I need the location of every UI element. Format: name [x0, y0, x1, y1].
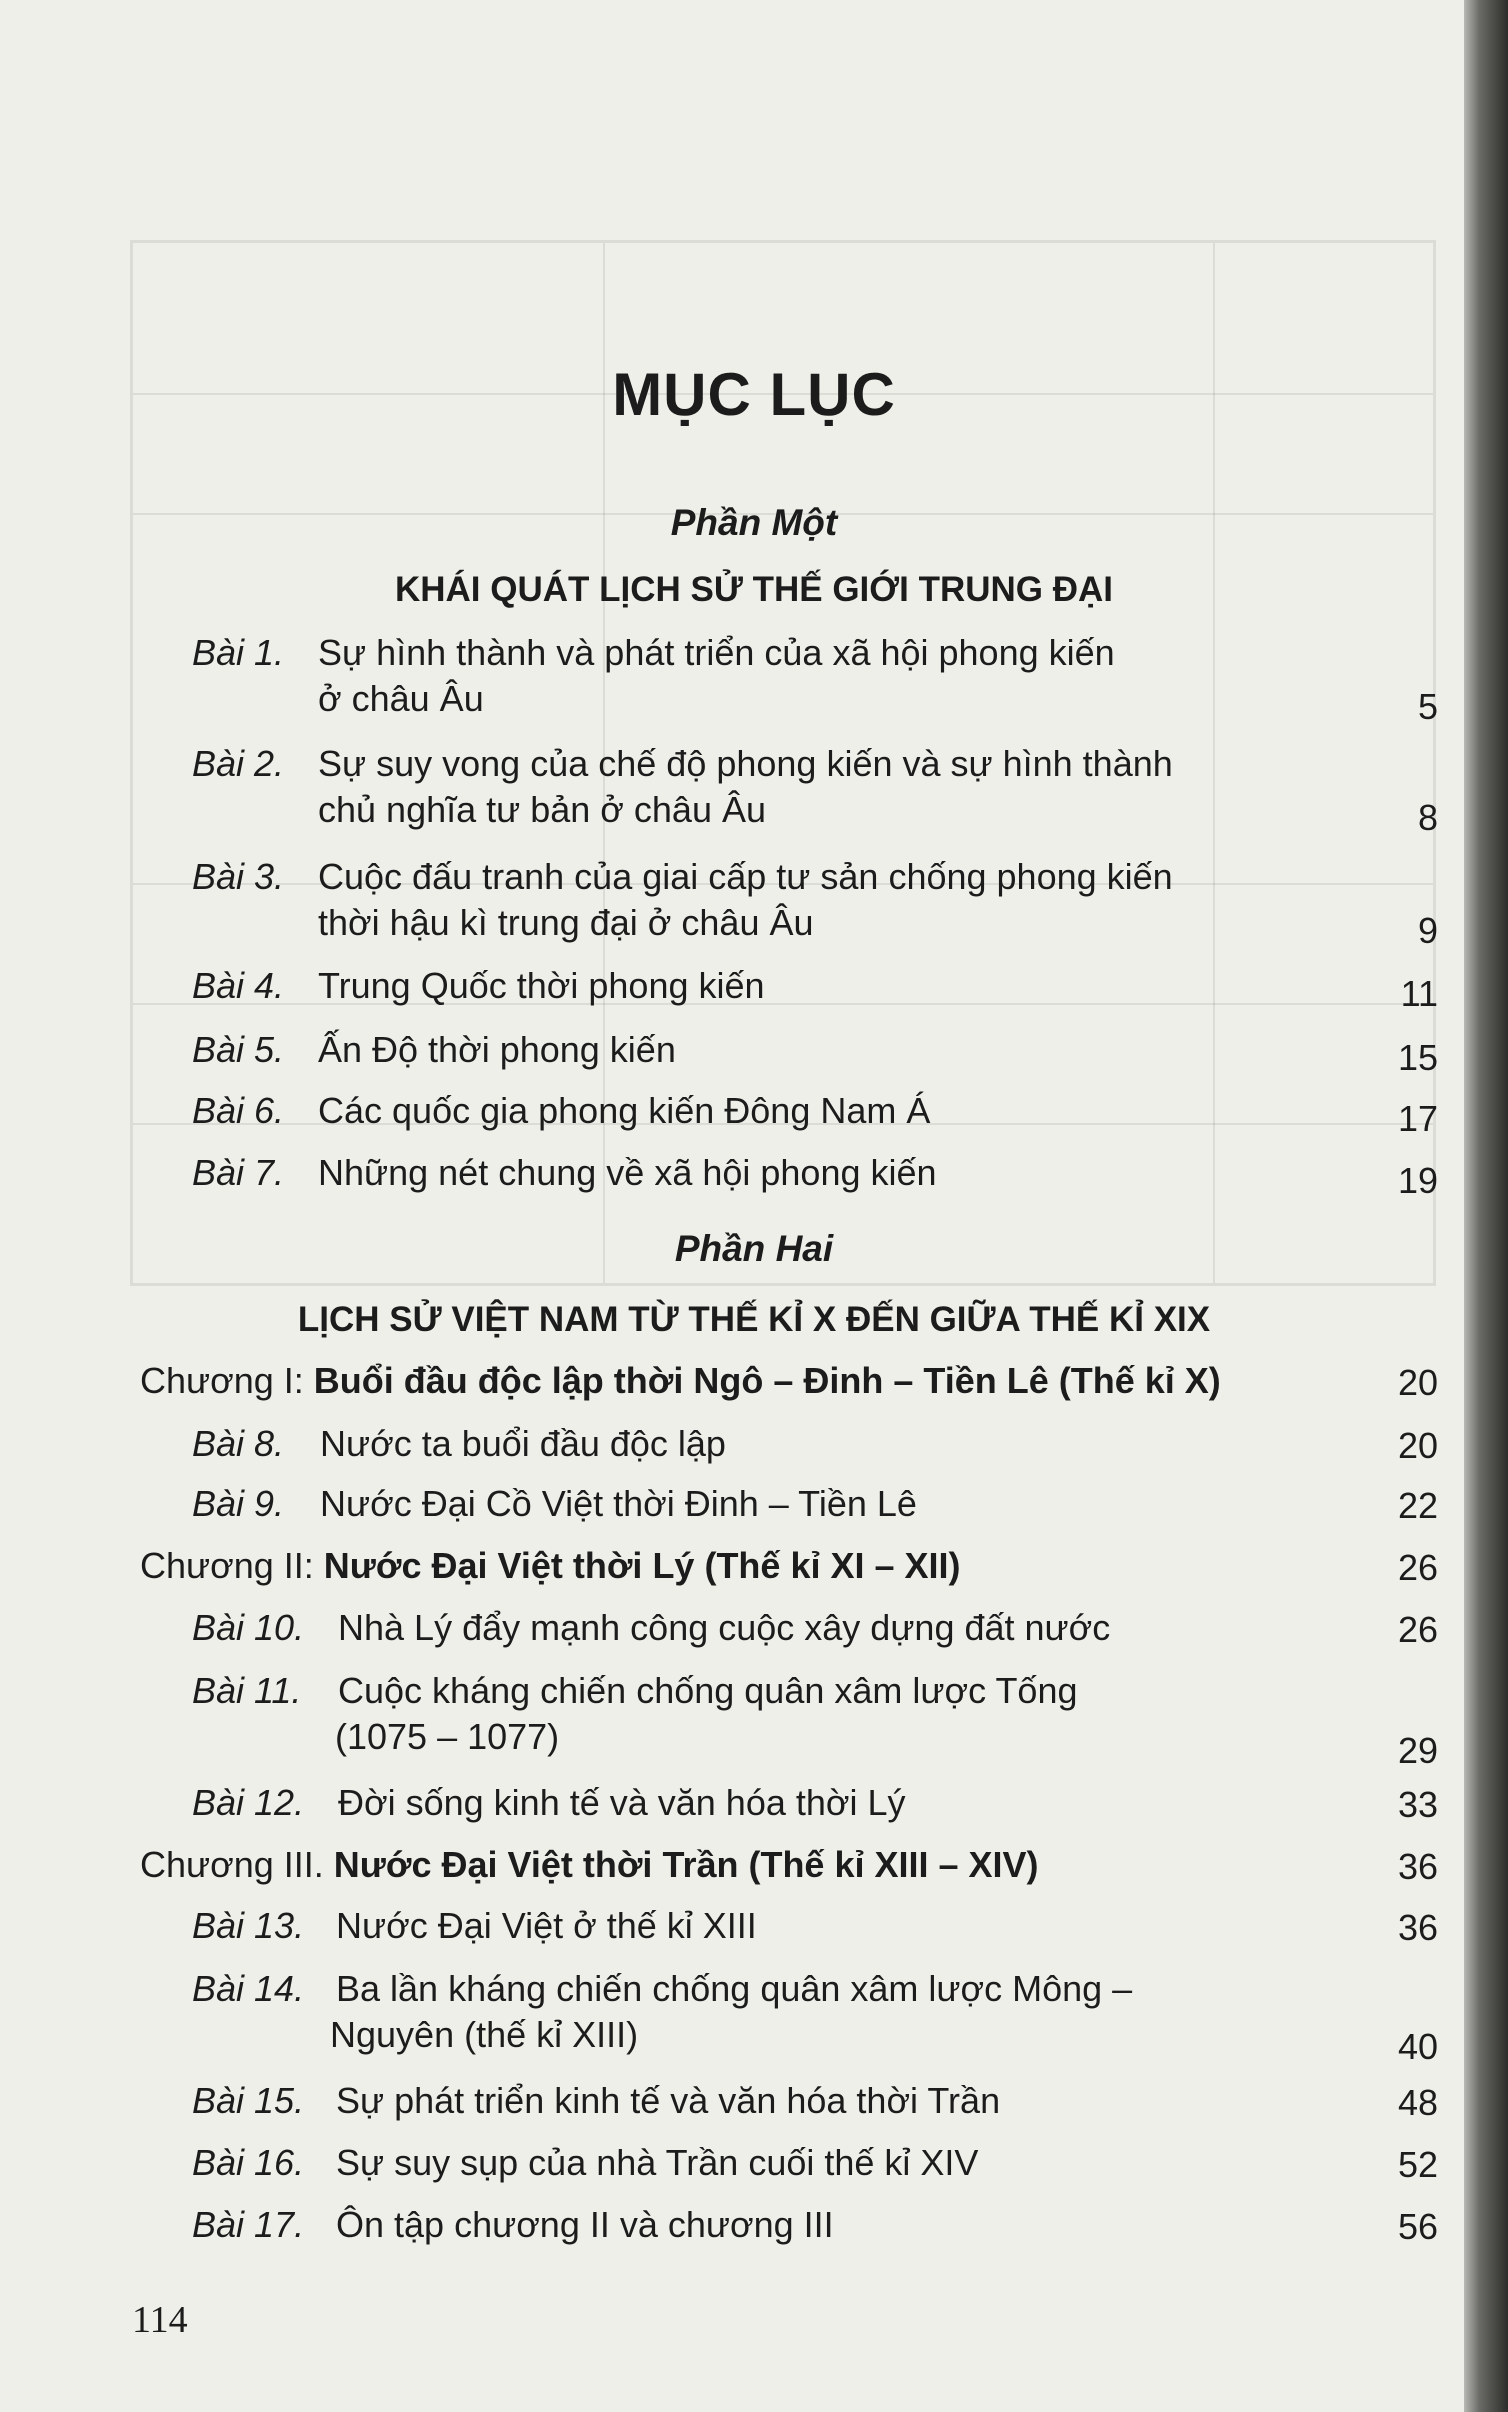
chapter-page: 26 [1397, 1547, 1438, 1588]
toc-entry[interactable] [0, 1668, 1508, 1771]
lesson-label: Bài 3. [192, 856, 285, 897]
lesson-label: Bài 7. [192, 1152, 285, 1193]
chapter-prefix: Chương II: [140, 1545, 324, 1586]
lesson-label: Bài 8. [192, 1423, 285, 1464]
lesson-title-line1: Nước Đại Cồ Việt thời Đinh – Tiền Lê [320, 1483, 917, 1524]
lesson-title-line1: Trung Quốc thời phong kiến [318, 965, 765, 1006]
lesson-page: 20 [1397, 1425, 1438, 1466]
lesson-label: Bài 12. [192, 1782, 305, 1823]
lesson-title-line1: Những nét chung về xã hội phong kiến [318, 1152, 937, 1193]
chapter-prefix: Chương I: [140, 1360, 314, 1401]
lesson-label: Bài 14. [192, 1968, 305, 2009]
lesson-title-line1: Nước ta buổi đầu độc lập [320, 1423, 726, 1464]
lesson-label: Bài 17. [192, 2204, 305, 2245]
chapter-heading[interactable] [140, 1358, 1221, 1404]
lesson-label: Bài 6. [192, 1090, 285, 1131]
lesson-page: 17 [1397, 1098, 1438, 1139]
lesson-label: Bài 13. [192, 1905, 305, 1946]
lesson-title-line1: Ấn Độ thời phong kiến [318, 1029, 676, 1070]
lesson-page: 9 [1417, 910, 1438, 951]
lesson-title-line1: Ôn tập chương II và chương III [336, 2204, 834, 2245]
chapter-page: 36 [1397, 1846, 1438, 1887]
toc-entry[interactable] [0, 1605, 1508, 1651]
toc-entry[interactable] [0, 2140, 1508, 2186]
lesson-label: Bài 15. [192, 2080, 305, 2121]
lesson-title-line2: thời hậu kì trung đại ở châu Âu [318, 902, 814, 943]
lesson-page: 5 [1417, 686, 1438, 727]
chapter-heading[interactable] [140, 1543, 961, 1589]
lesson-title-line1: Nước Đại Việt ở thế kỉ XIII [336, 1905, 757, 1946]
lesson-label: Bài 4. [192, 965, 285, 1006]
lesson-page: 52 [1397, 2144, 1438, 2185]
lesson-page: 22 [1397, 1485, 1438, 1526]
chapter-title: Buổi đầu độc lập thời Ngô – Đinh – Tiền Lê (Thế kỉ X) [313, 1360, 1221, 1401]
lesson-title-line1: Sự phát triển kinh tế và văn hóa thời Trần [336, 2080, 1001, 2121]
lesson-title-line1: Sự suy vong của chế độ phong kiến và sự hình thành [318, 743, 1173, 784]
lesson-title-line1: Nhà Lý đẩy mạnh công cuộc xây dựng đất nước [338, 1607, 1111, 1648]
toc-entry[interactable] [0, 1150, 1508, 1201]
lesson-label: Bài 16. [192, 2142, 305, 2183]
lesson-page: 33 [1397, 1784, 1438, 1825]
page-title: MỤC LỤC [612, 361, 896, 428]
toc-entry[interactable] [0, 2078, 1508, 2124]
chapter-title: Nước Đại Việt thời Lý (Thế kỉ XI – XII) [323, 1545, 961, 1586]
lesson-label: Bài 5. [192, 1029, 285, 1070]
lesson-label: Bài 9. [192, 1483, 285, 1524]
lesson-page: 11 [1400, 973, 1438, 1014]
chapter-prefix: Chương III. [140, 1844, 334, 1885]
part1-title: KHÁI QUÁT LỊCH SỬ THẾ GIỚI TRUNG ĐẠI [394, 570, 1114, 609]
toc-entry[interactable] [0, 963, 1508, 1014]
lesson-title-line1: Sự hình thành và phát triển của xã hội phong kiến [318, 632, 1115, 673]
part1-label: Phần Một [670, 502, 838, 543]
toc-entry[interactable] [0, 1966, 1508, 2067]
toc-entry[interactable] [0, 741, 1508, 838]
lesson-page: 26 [1397, 1609, 1438, 1650]
lesson-title-line2: ở châu Âu [318, 678, 484, 719]
toc-entry[interactable] [0, 2202, 1508, 2248]
lesson-page: 40 [1397, 2026, 1438, 2067]
part2-label: Phần Hai [674, 1228, 834, 1269]
page-number: 114 [132, 2299, 188, 2341]
lesson-title-line2: Nguyên (thế kỉ XIII) [330, 2014, 639, 2055]
lesson-page: 48 [1397, 2082, 1438, 2123]
lesson-title-line1: Các quốc gia phong kiến Đông Nam Á [318, 1090, 931, 1131]
chapter-title: Nước Đại Việt thời Trần (Thế kỉ XIII – XIV) [333, 1844, 1039, 1885]
toc-entry[interactable] [0, 1780, 1508, 1826]
lesson-title-line1: Cuộc kháng chiến chống quân xâm lược Tống [338, 1670, 1078, 1711]
toc-entry[interactable] [0, 1088, 1508, 1139]
lesson-title-line1: Cuộc đấu tranh của giai cấp tư sản chống phong kiến [318, 856, 1173, 897]
lesson-title-line2: chủ nghĩa tư bản ở châu Âu [318, 789, 767, 830]
toc-entry[interactable] [0, 630, 1508, 727]
lesson-label: Bài 10. [192, 1607, 305, 1648]
lesson-page: 36 [1397, 1907, 1438, 1948]
lesson-label: Bài 11. [192, 1670, 302, 1711]
toc-entry[interactable] [0, 1421, 1508, 1467]
lesson-page: 56 [1397, 2206, 1438, 2247]
chapter-heading[interactable] [140, 1842, 1039, 1888]
lesson-label: Bài 2. [192, 743, 285, 784]
lesson-title-line1: Ba lần kháng chiến chống quân xâm lược Mông – [336, 1968, 1133, 2009]
chapter-page: 20 [1397, 1362, 1438, 1403]
lesson-title-line1: Sự suy sụp của nhà Trần cuối thế kỉ XIV [336, 2142, 979, 2183]
toc-entry[interactable] [0, 1903, 1508, 1949]
toc-entry[interactable] [0, 1027, 1508, 1078]
lesson-label: Bài 1. [192, 632, 285, 673]
lesson-title-line2: (1075 – 1077) [335, 1716, 560, 1757]
toc-entry[interactable] [0, 1481, 1508, 1527]
lesson-page: 29 [1397, 1730, 1438, 1771]
lesson-page: 8 [1417, 797, 1438, 838]
lesson-page: 15 [1397, 1037, 1438, 1078]
part2-title: LỊCH SỬ VIỆT NAM TỪ THẾ KỈ X ĐẾN GIỮA THẾ KỈ XIX [297, 1300, 1211, 1339]
lesson-page: 19 [1397, 1160, 1438, 1201]
lesson-title-line1: Đời sống kinh tế và văn hóa thời Lý [338, 1782, 906, 1823]
toc-entry[interactable] [0, 854, 1508, 951]
